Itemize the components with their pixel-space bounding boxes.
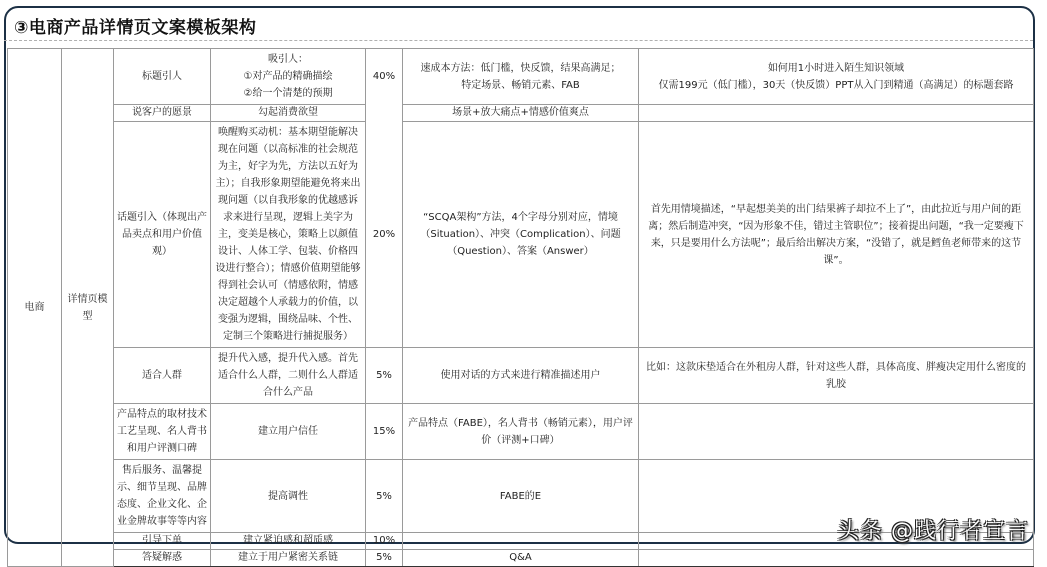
- section-cell: 引导下单: [114, 533, 211, 550]
- purpose-cell: 提高调性: [211, 460, 366, 533]
- example-cell: 如何用1小时进入陌生知识领域 仅需199元（低门槛），30天（快反馈）PPT从入门到精通（高满足）的标题套路: [639, 49, 1034, 105]
- table-row: [8, 49, 1034, 105]
- percent-cell: 5%: [366, 460, 403, 533]
- category-cell: 电商: [8, 49, 62, 567]
- section-cell: 话题引入（体现出产品卖点和用户价值观）: [114, 122, 211, 348]
- method-cell: Q&A: [403, 550, 639, 567]
- method-cell: [403, 533, 639, 550]
- purpose-cell: 建立用户信任: [211, 404, 366, 460]
- table-row: [8, 348, 1034, 404]
- section-cell: 答疑解惑: [114, 550, 211, 567]
- method-cell: 速成本方法：低门槛，快反馈，结果高满足； 特定场景、畅销元素、FAB: [403, 49, 639, 105]
- title-divider: [4, 40, 1033, 41]
- example-cell: 首先用情境描述，“早起想美美的出门结果裤子却拉不上了”，由此拉近与用户间的距离；然后制造冲突，“因为形象不佳，错过主管职位”；接着提出问题，“我一定要瘦下来，只是要用什么方法呢”；最后给出解决方案，“没错了，就是鳕鱼老师带来的这节课”。: [639, 122, 1034, 348]
- section-cell: 售后服务、温馨提示、细节呈现、品牌态度、企业文化、企业金牌故事等等内容: [114, 460, 211, 533]
- method-cell: 产品特点（FABE），名人背书（畅销元素），用户评价（评测+口碑）: [403, 404, 639, 460]
- section-cell: 适合人群: [114, 348, 211, 404]
- section-cell: 说客户的愿景: [114, 105, 211, 122]
- template-table: [7, 48, 1034, 567]
- example-cell: 比如：这款床垫适合在外租房人群，针对这些人群，具体高度、胖瘦决定用什么密度的乳胶: [639, 348, 1034, 404]
- table-row: [8, 105, 1034, 122]
- method-cell: “SCQA架构”方法，4个字母分别对应，情境（Situation）、冲突（Complication）、问题（Question）、答案（Answer）: [403, 122, 639, 348]
- purpose-cell: 建立于用户紧密关系链: [211, 550, 366, 567]
- method-cell: FABE的E: [403, 460, 639, 533]
- purpose-cell: 吸引人： ①对产品的精确描绘 ②给一个清楚的预期: [211, 49, 366, 105]
- section-cell: 产品特点的取材技术工艺呈现、名人背书和用户评测口碑: [114, 404, 211, 460]
- percent-cell: 20%: [366, 122, 403, 348]
- percent-cell: 15%: [366, 404, 403, 460]
- percent-cell: 10%: [366, 533, 403, 550]
- example-cell: [639, 550, 1034, 567]
- example-cell: [639, 105, 1034, 122]
- table-row: [8, 122, 1034, 348]
- section-cell: 标题引人: [114, 49, 211, 105]
- method-cell: 场景+放大痛点+情感价值爽点: [403, 105, 639, 122]
- purpose-cell: 勾起消费欲望: [211, 105, 366, 122]
- watermark: 头条 @践行者宣言: [837, 519, 1029, 544]
- purpose-cell: 提升代入感，提升代入感。首先适合什么人群，二则什么人群适合什么产品: [211, 348, 366, 404]
- method-cell: 使用对话的方式来进行精准描述用户: [403, 348, 639, 404]
- table-row: [8, 404, 1034, 460]
- model-cell: 详情页模型: [62, 49, 114, 567]
- percent-cell: 40%: [366, 49, 403, 105]
- percent-cell: 5%: [366, 550, 403, 567]
- percent-cell: 5%: [366, 348, 403, 404]
- percent-cell: [366, 105, 403, 122]
- purpose-cell: 建立紧迫感和超质感: [211, 533, 366, 550]
- purpose-cell: 唤醒购买动机：基本期望能解决现在问题（以高标准的社会规范为主，好字为先，方法以五好为主）；自我形象期望能避免将来出现问题（以自我形象的优越感诉求来进行呈现，逻辑上美字为主，变美是核心，策略上以颜值设计、人体工学、包装、价格四设进行整合）；情感价值期望能够得到社会认可（情感依附，情感决定超越个人承载力的价值，以变强为逻辑，围绕品味、个性、定制三个策略进行捕捉服务）: [211, 122, 366, 348]
- page-title: ③电商产品详情页文案模板架构: [14, 18, 257, 38]
- table-row: [8, 550, 1034, 567]
- example-cell: [639, 404, 1034, 460]
